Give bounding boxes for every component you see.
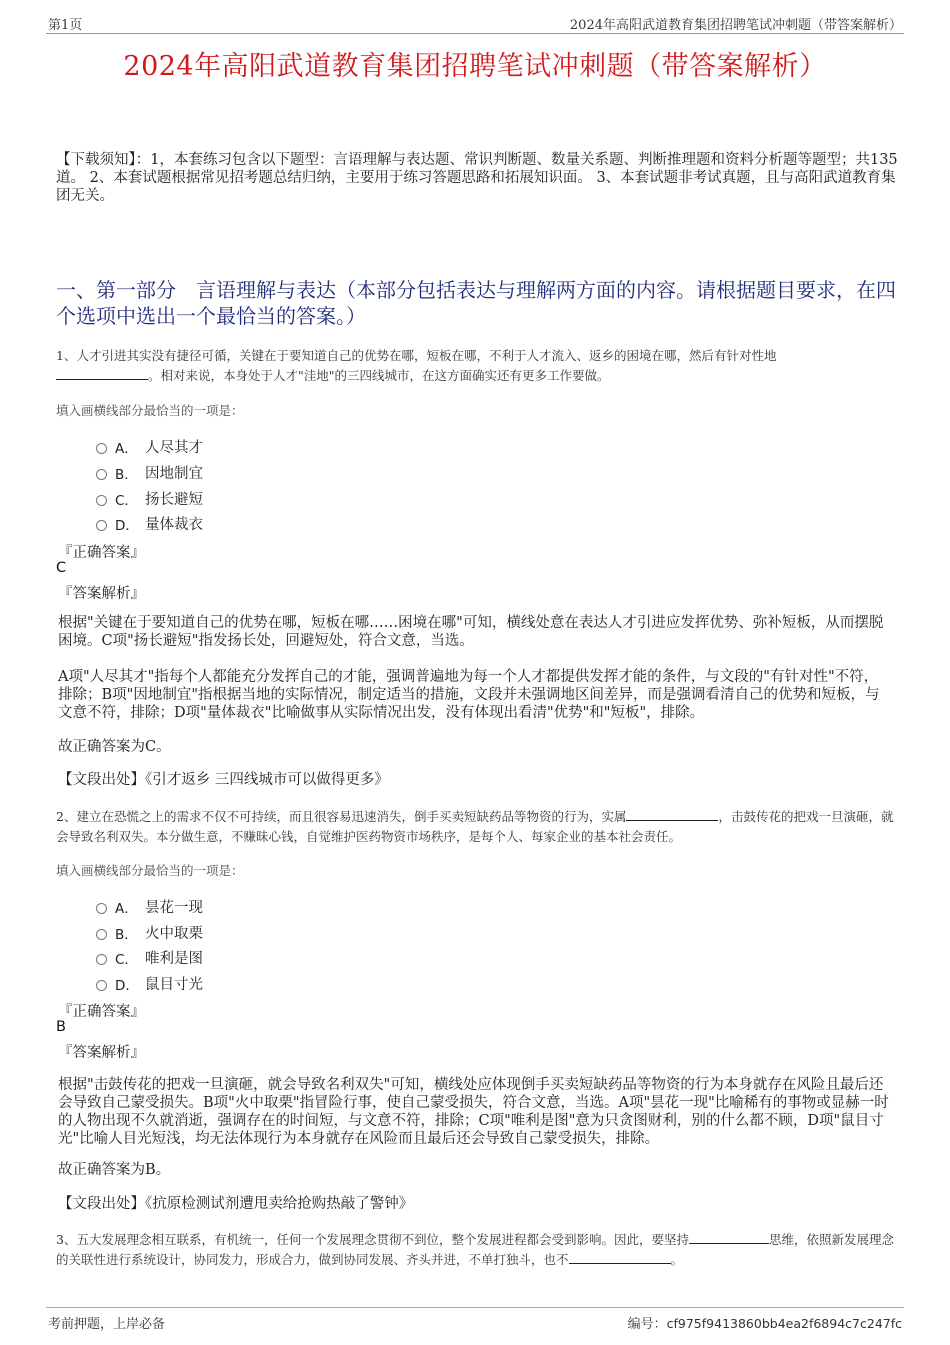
radio-icon[interactable]	[96, 495, 107, 506]
question-2-source: 【文段出处】《抗原检测试剂遭甩卖给抢购热敲了警钟》	[58, 1196, 414, 1212]
question-2-option-d[interactable]	[96, 973, 203, 994]
question-2-analysis-label: 『答案解析』	[58, 1045, 145, 1061]
option-letter: B．	[115, 926, 138, 943]
document-title: 2024年高阳武道教育集团招聘笔试冲刺题（带答案解析）	[123, 51, 827, 82]
question-1-stem-end: 。相对来说，本身处于人才"洼地"的三四线城市，在这方面确实还有更多工作要做。	[148, 368, 610, 383]
question-3-text	[56, 1230, 896, 1270]
radio-icon[interactable]	[96, 980, 107, 991]
question-1-text	[56, 346, 896, 386]
question-3-blank-1	[689, 1230, 769, 1244]
question-2-option-b[interactable]	[96, 922, 203, 943]
header-doc-title: 2024年高阳武道教育集团招聘笔试冲刺题（带答案解析）	[569, 18, 902, 33]
footer-code-label: 编号：	[627, 1317, 667, 1332]
question-1-option-a[interactable]	[96, 436, 203, 457]
option-text: 扬长避短	[145, 492, 203, 508]
question-3-blank-2	[569, 1250, 671, 1264]
page-number: 第1页	[48, 18, 83, 33]
question-2-blank	[626, 807, 718, 821]
question-3-stem-middle: 思维，依照新发展理念的关联性进行系统设计，协同发力，形成合力，做到协同发展、齐头并进，不单打独斗，也不	[56, 1232, 894, 1267]
question-1-correct-label: 『正确答案』	[58, 545, 145, 561]
question-1-prompt: 填入画横线部分最恰当的一项是：	[56, 403, 244, 418]
question-2-correct-label: 『正确答案』	[58, 1004, 145, 1020]
option-text: 人尽其才	[145, 440, 203, 456]
question-1-analysis-label: 『答案解析』	[58, 586, 145, 602]
question-1-answer: C	[56, 560, 67, 576]
question-2-conclusion: 故正确答案为B。	[58, 1162, 171, 1178]
footer-slogan: 考前押题，上岸必备	[48, 1317, 166, 1332]
option-letter: D．	[115, 517, 139, 534]
question-2-option-c[interactable]	[96, 947, 203, 968]
option-text: 昙花一现	[145, 900, 203, 916]
footer-code-value: cf975f9413860bb4ea2f6894c7c247fc	[666, 1316, 902, 1331]
question-2-option-a[interactable]	[96, 896, 203, 917]
option-text: 因地制宜	[145, 466, 203, 482]
option-letter: C．	[115, 492, 138, 509]
radio-icon[interactable]	[96, 520, 107, 531]
radio-icon[interactable]	[96, 443, 107, 454]
question-1-blank	[56, 366, 148, 380]
option-letter: A．	[115, 900, 138, 917]
question-1-source: 【文段出处】《引才返乡 三四线城市可以做得更多》	[58, 772, 389, 788]
footer-divider	[46, 1307, 904, 1308]
option-text: 量体裁衣	[145, 517, 203, 533]
question-1-option-d[interactable]	[96, 513, 203, 534]
option-text: 鼠目寸光	[145, 977, 203, 993]
question-3-stem-end: 。	[670, 1252, 684, 1267]
header-divider	[46, 33, 904, 34]
option-letter: B．	[115, 466, 138, 483]
question-2-text	[56, 807, 896, 847]
radio-icon[interactable]	[96, 469, 107, 480]
question-1-conclusion: 故正确答案为C。	[58, 739, 171, 755]
question-2-prompt: 填入画横线部分最恰当的一项是：	[56, 863, 244, 878]
download-notice: 【下载须知】：1，本套练习包含以下题型：言语理解与表达题、常识判断题、数量关系题、判断推理题和资料分析题等题型；共135道。 2、本套试题根据常见招考题总结归纳，主要用于练习答题思路和拓展知识面。 3、本套试题非考试真题，且与高阳武道教育集团无关。	[56, 152, 898, 204]
question-2-analysis-p1: 根据"击鼓传花的把戏一旦演砸，就会导致名利双失"可知，横线处应体现倒手买卖短缺药品等物资的行为本身就存在风险且最后还会导致自己蒙受损失。B项"火中取栗"指冒险行事，使自己蒙受损失，符合文意，当选。A项"昙花一现"比喻稀有的事物或显赫一时的人物出现不久就消逝，强调存在的时间短，与文意不符，排除；C项"唯利是图"意为只贪图财利，别的什么都不顾，D项"鼠目寸光"比喻人目光短浅，均无法体现行为本身就存在风险而且最后还会导致自己蒙受损失，排除。	[58, 1077, 889, 1147]
question-1-option-b[interactable]	[96, 462, 203, 483]
option-letter: A．	[115, 440, 138, 457]
question-2-answer: B	[56, 1019, 66, 1035]
option-text: 火中取栗	[145, 926, 203, 942]
question-1-analysis-p2: A项"人尽其才"指每个人都能充分发挥自己的才能，强调普遍地为每一个人才都提供发挥才能的条件，与文段的"有针对性"不符，排除；B项"因地制宜"指根据当地的实际情况，制定适当的措施，文段并未强调地区间差异，而是强调看清自己的优势和短板，与文意不符，排除；D项"量体裁衣"比喻做事从实际情况出发，没有体现出看清"优势"和"短板"，排除。	[58, 669, 880, 721]
option-letter: C．	[115, 951, 138, 968]
radio-icon[interactable]	[96, 954, 107, 965]
option-letter: D．	[115, 977, 139, 994]
option-text: 唯利是图	[145, 951, 203, 967]
question-2-stem: 2、建立在恐慌之上的需求不仅不可持续，而且很容易迅速消失，倒手买卖短缺药品等物资的行为，实属	[56, 809, 627, 824]
question-1-stem: 1、人才引进其实没有捷径可循，关键在于要知道自己的优势在哪，短板在哪，不利于人才流入、返乡的困境在哪，然后有针对性地	[56, 348, 777, 363]
question-1-option-c[interactable]	[96, 488, 203, 509]
section-heading: 一、第一部分 言语理解与表达（本部分包括表达与理解两方面的内容。请根据题目要求，在四个选项中选出一个最恰当的答案。）	[56, 278, 896, 328]
question-2-stem-end: ，击鼓传花的把戏一旦演砸，就会导致名利双失。本分做生意，不赚昧心钱，自觉维护医药物资市场秩序，是每个人、每家企业的基本社会责任。	[56, 809, 894, 844]
radio-icon[interactable]	[96, 929, 107, 940]
footer-code	[628, 1313, 902, 1332]
question-1-analysis-p1: 根据"关键在于要知道自己的优势在哪，短板在哪……困境在哪"可知，横线处意在表达人才引进应发挥优势、弥补短板，从而摆脱困境。C项"扬长避短"指发扬长处，回避短处，符合文意，当选。	[58, 615, 884, 649]
radio-icon[interactable]	[96, 903, 107, 914]
question-3-stem: 3、五大发展理念相互联系，有机统一，任何一个发展理念贯彻不到位，整个发展进程都会受到影响。因此，要坚持	[56, 1232, 689, 1247]
